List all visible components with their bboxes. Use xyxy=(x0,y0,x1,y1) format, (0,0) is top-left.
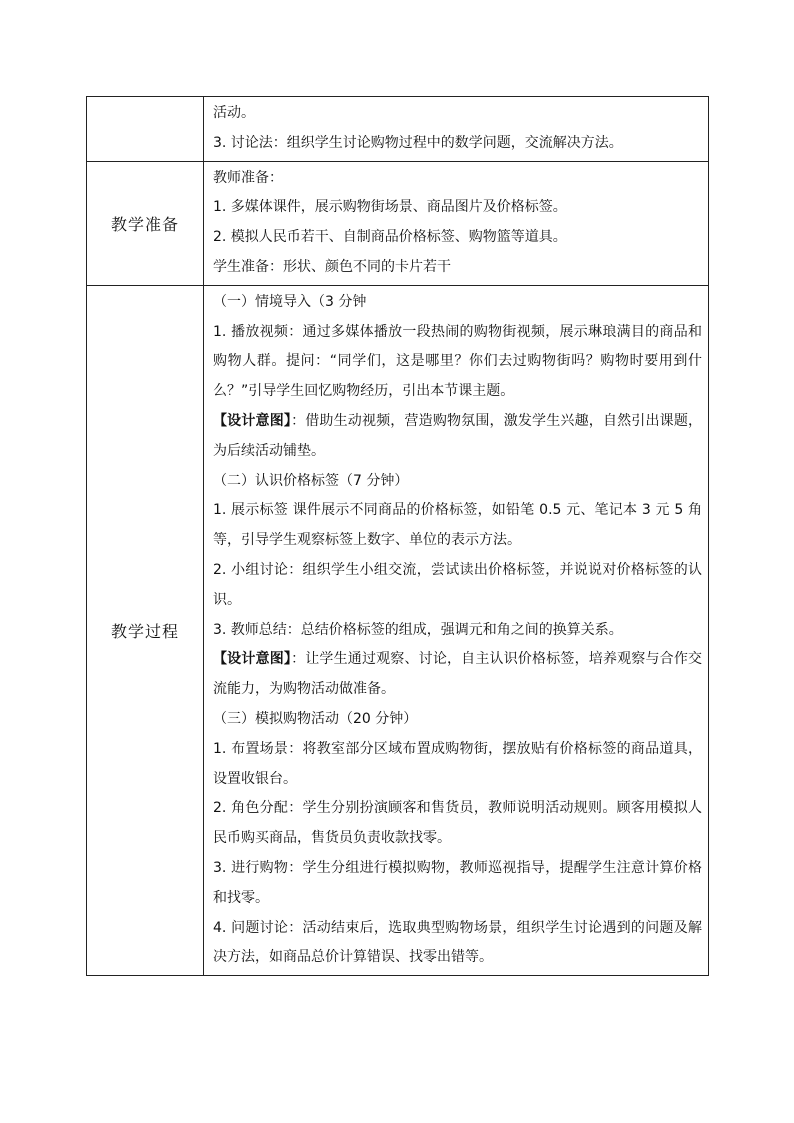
paragraph: 3. 教师总结：总结价格标签的组成，强调元和角之间的换算关系。 xyxy=(213,621,623,638)
paragraph: 1. 展示标签 课件展示不同商品的价格标签，如铅笔 0.5 元、笔记本 3 元 5 角等，引导学生观察标签上数字、单位的表示方法。 xyxy=(213,502,702,549)
row-content-methods xyxy=(204,97,709,162)
paragraph: 1. 播放视频：通过多媒体播放一段热闹的购物街视频，展示琳琅满目的商品和购物人群。提问：“同学们，这是哪里？你们去过购物街吗？购物时要用到什么？”引导学生回忆购物经历，引出本节课主题。 xyxy=(213,323,702,400)
section-title: （一）情境导入（3 分钟 xyxy=(213,293,367,310)
design-intent-text: ：让学生通过观察、讨论，自主认识价格标签，培养观察与合作交流能力，为购物活动做准备。 xyxy=(213,651,703,698)
design-intent-text: ：借助生动视频，营造购物氛围，激发学生兴趣，自然引出课题，为后续活动铺垫。 xyxy=(213,412,703,459)
table-row-methods xyxy=(87,97,709,162)
text-line: 教师准备： xyxy=(213,169,283,186)
table-row-process xyxy=(87,285,709,975)
text-line: 1. 多媒体课件，展示购物街场景、商品图片及价格标签。 xyxy=(213,199,567,216)
paragraph: 3. 进行购物：学生分组进行模拟购物，教师巡视指导，提醒学生注意计算价格和找零。 xyxy=(213,859,702,906)
design-intent-tag: 【设计意图】 xyxy=(213,412,292,429)
text-line: 2. 模拟人民币若干、自制商品价格标签、购物篮等道具。 xyxy=(213,229,567,246)
row-content-process xyxy=(204,285,709,975)
paragraph: 2. 角色分配：学生分别扮演顾客和售货员，教师说明活动规则。顾客用模拟人民币购买商品，售货员负责收款找零。 xyxy=(213,800,702,847)
section-title: （二）认识价格标签（7 分钟） xyxy=(213,472,409,489)
text-line: 学生准备：形状、颜色不同的卡片若干 xyxy=(213,258,451,275)
row-label-process: 教学过程 xyxy=(87,285,204,975)
text-line: 3. 讨论法：组织学生讨论购物过程中的数学问题，交流解决方法。 xyxy=(213,134,623,151)
row-label-empty xyxy=(87,97,204,162)
table-row-preparation xyxy=(87,161,709,285)
lesson-plan-table xyxy=(86,96,709,976)
row-label-preparation: 教学准备 xyxy=(87,161,204,285)
row-content-preparation xyxy=(204,161,709,285)
design-intent-paragraph xyxy=(213,645,702,705)
paragraph: 1. 布置场景：将教室部分区域布置成购物街，摆放贴有价格标签的商品道具，设置收银台。 xyxy=(213,740,702,787)
paragraph: 2. 小组讨论：组织学生小组交流，尝试读出价格标签，并说说对价格标签的认识。 xyxy=(213,561,702,608)
paragraph: 4. 问题讨论：活动结束后，选取典型购物场景，组织学生讨论遇到的问题及解决方法，如商品总价计算错误、找零出错等。 xyxy=(213,919,702,966)
design-intent-paragraph xyxy=(213,407,702,467)
section-title: （三）模拟购物活动（20 分钟） xyxy=(213,710,418,727)
design-intent-tag: 【设计意图】 xyxy=(213,651,292,668)
text-line: 活动。 xyxy=(213,105,255,121)
